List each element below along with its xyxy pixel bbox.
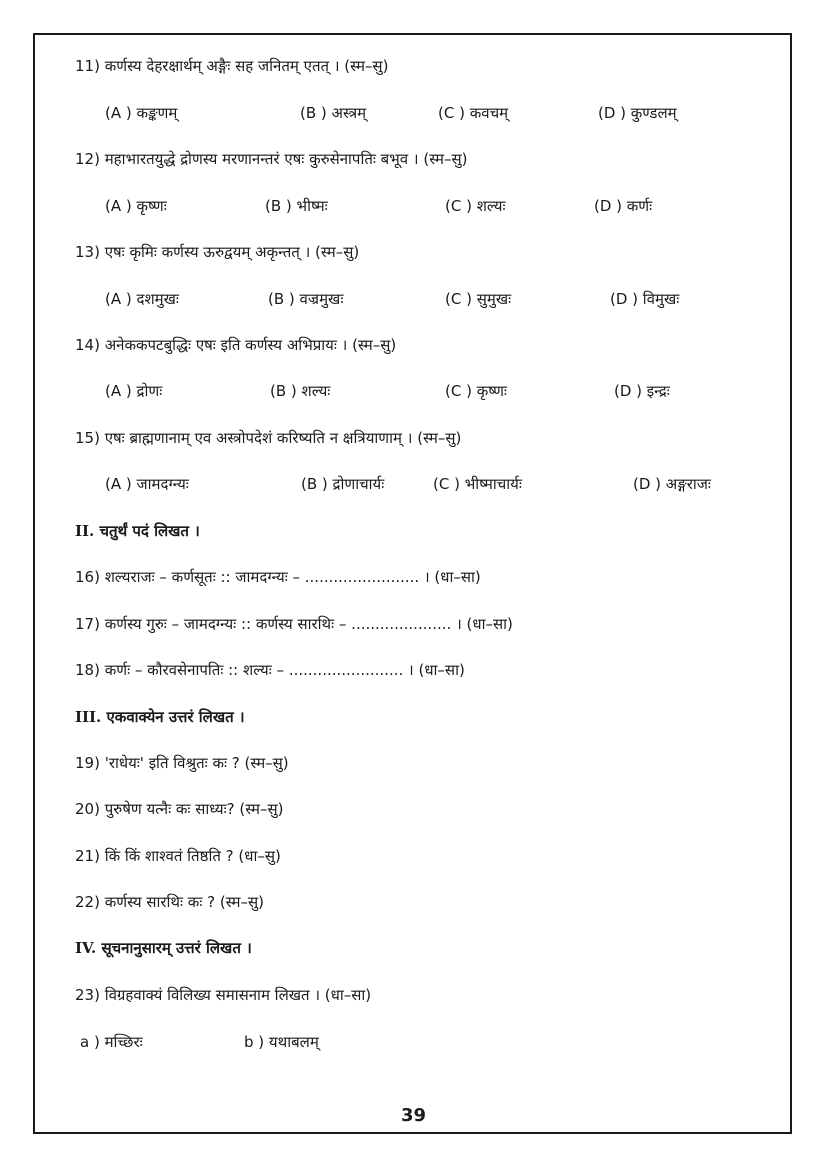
q11-option-a: (A ) कङ्कणम् — [105, 104, 178, 122]
q13-option-c: (C ) सुमुखः — [445, 290, 512, 308]
question-14: 14) अनेककपटबुद्धिः एषः इति कर्णस्य अभिप्रायः । (स्म–सु) — [75, 336, 397, 354]
q12-option-b: (B ) भीष्मः — [265, 197, 328, 215]
question-16: 16) शल्यराजः – कर्णसूतः :: जामदग्न्यः – ........................ । (धा–सा) — [75, 568, 481, 586]
section-2-title: चतुर्थं पदं लिखत । — [99, 522, 200, 540]
question-21: 21) किं किं शाश्वतं तिष्ठति ? (धा–सु) — [75, 847, 281, 865]
section-3-title: एकवाक्येन उत्तरं लिखत । — [106, 708, 245, 726]
section-2-numeral: II. — [75, 522, 95, 540]
q11-option-d: (D ) कुण्डलम् — [598, 104, 677, 122]
q12-option-a: (A ) कृष्णः — [105, 197, 167, 215]
q23-part-b: b ) यथाबलम् — [244, 1033, 319, 1051]
question-20: 20) पुरुषेण यत्नैः कः साध्यः? (स्म–सु) — [75, 800, 284, 818]
q14-option-a: (A ) द्रोणः — [105, 382, 163, 400]
q12-option-d: (D ) कर्णः — [594, 197, 653, 215]
q14-option-c: (C ) कृष्णः — [445, 382, 507, 400]
q14-option-d: (D ) इन्द्रः — [614, 382, 670, 400]
section-3-numeral: III. — [75, 708, 102, 726]
section-3-heading — [75, 707, 245, 727]
q23-part-a: a ) मच्छिरः — [80, 1033, 143, 1051]
question-13: 13) एषः कृमिः कर्णस्य ऊरुद्वयम् अकृन्तत् । (स्म–सु) — [75, 243, 360, 261]
q11-option-c: (C ) कवचम् — [438, 104, 509, 122]
q13-option-a: (A ) दशमुखः — [105, 290, 179, 308]
question-19: 19) 'राधेयः' इति विश्रुतः कः ? (स्म–सु) — [75, 754, 289, 772]
q15-option-d: (D ) अङ्गराजः — [633, 475, 711, 493]
q12-option-c: (C ) शल्यः — [445, 197, 506, 215]
q11-option-b: (B ) अस्त्रम् — [300, 104, 367, 122]
question-11: 11) कर्णस्य देहरक्षार्थम् अङ्गैः सह जनितम् एतत् । (स्म–सु) — [75, 57, 389, 75]
q15-option-a: (A ) जामदग्न्यः — [105, 475, 189, 493]
q15-option-b: (B ) द्रोणाचार्यः — [301, 475, 385, 493]
q15-option-c: (C ) भीष्माचार्यः — [433, 475, 522, 493]
question-23: 23) विग्रहवाक्यं विलिख्य समासनाम लिखत । (धा–सा) — [75, 986, 372, 1004]
section-4-title: सूचनानुसारम् उत्तरं लिखत । — [101, 939, 252, 957]
section-4-numeral: IV. — [75, 939, 97, 957]
question-12: 12) महाभारतयुद्धे द्रोणस्य मरणानन्तरं एषः कुरुसेनापतिः बभूव । (स्म–सु) — [75, 150, 468, 168]
q13-option-b: (B ) वज्रमुखः — [268, 290, 344, 308]
page-number: 39 — [400, 1105, 427, 1126]
section-2-heading — [75, 521, 200, 541]
q14-option-b: (B ) शल्यः — [270, 382, 331, 400]
section-4-heading — [75, 938, 252, 958]
q13-option-d: (D ) विमुखः — [610, 290, 680, 308]
question-15: 15) एषः ब्राह्मणानाम् एव अस्त्रोपदेशं करिष्यति न क्षत्रियाणाम् । (स्म–सु) — [75, 429, 462, 447]
question-18: 18) कर्णः – कौरवसेनापतिः :: शल्यः – ........................ । (धा–सा) — [75, 661, 465, 679]
question-22: 22) कर्णस्य सारथिः कः ? (स्म–सु) — [75, 893, 265, 911]
question-17: 17) कर्णस्य गुरुः – जामदग्न्यः :: कर्णस्य सारथिः – ..................... । (धा–सा) — [75, 615, 513, 633]
